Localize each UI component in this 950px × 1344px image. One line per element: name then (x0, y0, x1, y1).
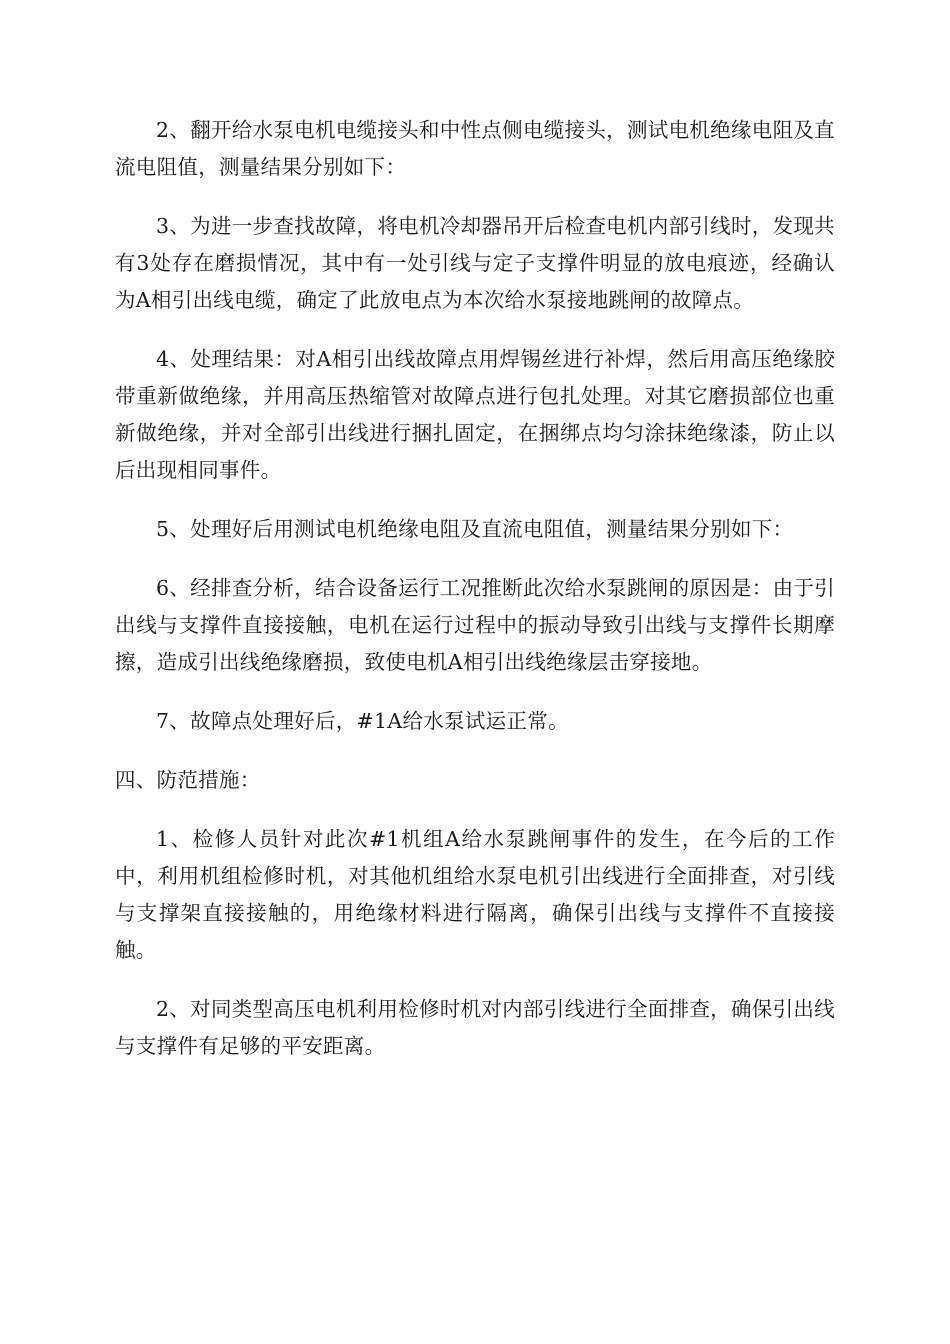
paragraph-4: 4、处理结果：对A相引出线故障点用焊锡丝进行补焊，然后用高压绝缘胶带重新做绝缘，并用高压热缩管对故障点进行包扎处理。对其它磨损部位也重新做绝缘，并对全部引出线进行捆扎固定，在捆绑点均匀涂抹绝缘漆，防止以后出现相同事件。 (115, 347, 835, 482)
paragraph-2: 2、翻开给水泵电机电缆接头和中性点侧电缆接头，测试电机绝缘电阻及直流电阻值，测量结果分别如下： (115, 118, 835, 179)
section-heading: 四、防范措施： (115, 768, 261, 792)
paragraph-3: 3、为进一步查找故障，将电机冷却器吊开后检查电机内部引线时，发现共有3处存在磨损情况，其中有一处引线与定子支撑件明显的放电痕迹，经确认为A相引出线电缆，确定了此放电点为本次给水泵接地跳闸的故障点。 (115, 214, 835, 312)
paragraph-6: 6、经排查分析，结合设备运行工况推断此次给水泵跳闸的原因是：由于引出线与支撑件直接接触，电机在运行过程中的振动导致引出线与支撑件长期摩擦，造成引出线绝缘磨损，致使电机A相引出线绝缘层击穿接地。 (115, 576, 835, 674)
document-page (115, 112, 835, 1087)
paragraph-7: 7、故障点处理好后，#1A给水泵试运正常。 (156, 709, 569, 733)
measure-1: 1、检修人员针对此次#1机组A给水泵跳闸事件的发生，在今后的工作中，利用机组检修时机，对其他机组给水泵电机引出线进行全面排查，对引线与支撑架直接接触的，用绝缘材料进行隔离，确保引出线与支撑件不直接接触。 (115, 827, 835, 962)
paragraph-5: 5、处理好后用测试电机绝缘电阻及直流电阻值，测量结果分别如下： (156, 517, 794, 541)
measure-2: 2、对同类型高压电机利用检修时机对内部引线进行全面排查，确保引出线与支撑件有足够的平安距离。 (115, 997, 835, 1058)
